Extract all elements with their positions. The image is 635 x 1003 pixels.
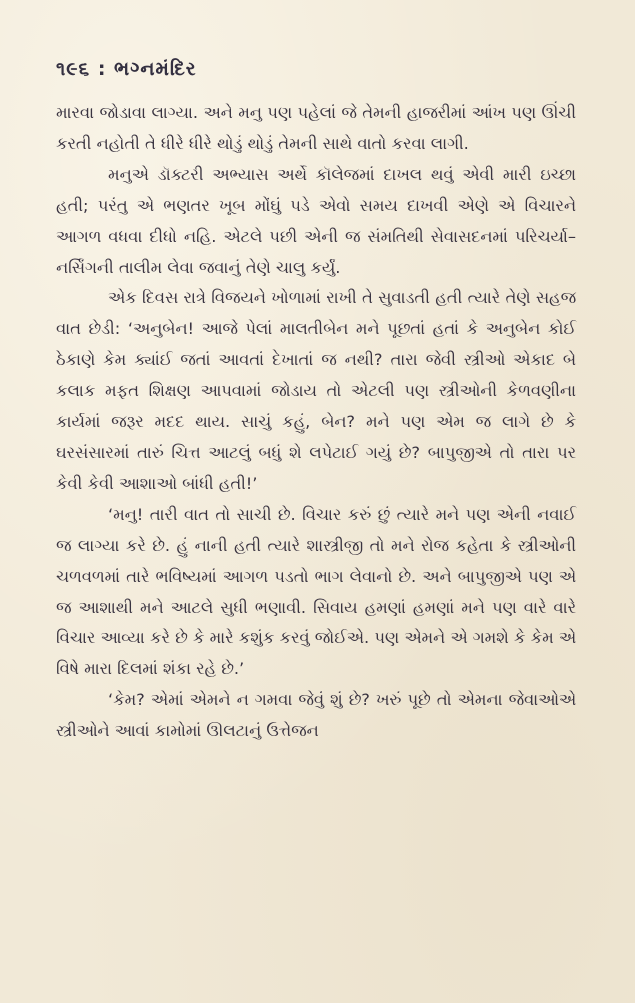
body-text: [56, 98, 576, 747]
paragraph: ‘મનુ! તારી વાત તો સાચી છે. વિચાર કરું છું ત્યારે મને પણ એની નવાઈ જ લાગ્યા કરે છે. હું નાની હતી ત્યારે શાસ્ત્રીજી તો મને રોજ કહેતા કે સ્ત્રીઓની ચળવળમાં તારે ભવિષ્યમાં આગળ પડતો ભાગ લેવાનો છે. અને બાપુજીએ પણ એ જ આશાથી મને આટલે સુધી ભણાવી. સિવાય હમણાં હમણાં મને પણ વારે વારે વિચાર આવ્યા કરે છે કે મારે કશુંક કરવું જોઈએ. પણ એમને એ ગમશે કે કેમ એ વિષે મારા દિલમાં શંકા રહે છે.’: [56, 504, 576, 679]
paragraph-continuation: મારવા જોડાવા લાગ્યા. અને મનુ પણ પહેલાં જે તેમની હાજરીમાં આંખ પણ ઊંચી કરતી નહોતી તે ધીરે ધીરે થોડું થોડું તેમની સાથે વાતો કરવા લાગી.: [56, 103, 576, 153]
paragraph: મનુએ ડૉક્ટરી અભ્યાસ અર્થે કૉલેજમાં દાખલ થવું એવી મારી ઇચ્છા હતી; પરંતુ એ ભણતર ખૂબ મોંઘું પડે એવો સમય દાખવી એણે એ વિચારને આગળ વધવા દીધો નહિ. એટલે પછી એની જ સંમતિથી સેવાસદનમાં પરિચર્યા–નર્સિંગની તાલીમ લેવા જવાનું તેણે ચાલુ કર્યું.: [56, 164, 576, 277]
paragraph: એક દિવસ રાત્રે વિજયને ખોળામાં રાખી તે સુવાડતી હતી ત્યારે તેણે સહજ વાત છેડી: ‘અનુબેન! આજે પેલાં માલતીબેન મને પૂછતાં હતાં કે અનુબેન કોઈ ઠેકાણે કેમ ક્યાંઈ જતાં આવતાં દેખાતાં જ નથી? તારા જેવી સ્ત્રીઓ એકાદ બે કલાક મફત શિક્ષણ આપવામાં જોડાય તો એટલી પણ સ્ત્રીઓની કેળવણીના કાર્યમાં જરૂર મદદ થાય. સાચું કહું, બેન? મને પણ એમ જ લાગે છે કે ઘરસંસારમાં તારું ચિત્ત આટલું બધું શે લપેટાઈ ગયું છે? બાપુજીએ તો તારા પર કેવી કેવી આશાઓ બાંધી હતી!’: [56, 288, 576, 493]
running-head: ૧૯૬ : ભગ્નમંદિર: [56, 58, 197, 80]
paragraph: ‘કેમ? એમાં એમને ન ગમવા જેવું શું છે? ખરું પૂછે તો એમના જેવાઓએ સ્ત્રીઓને આવાં કામોમાં ઊલટાનું ઉત્તેજન: [56, 690, 576, 741]
